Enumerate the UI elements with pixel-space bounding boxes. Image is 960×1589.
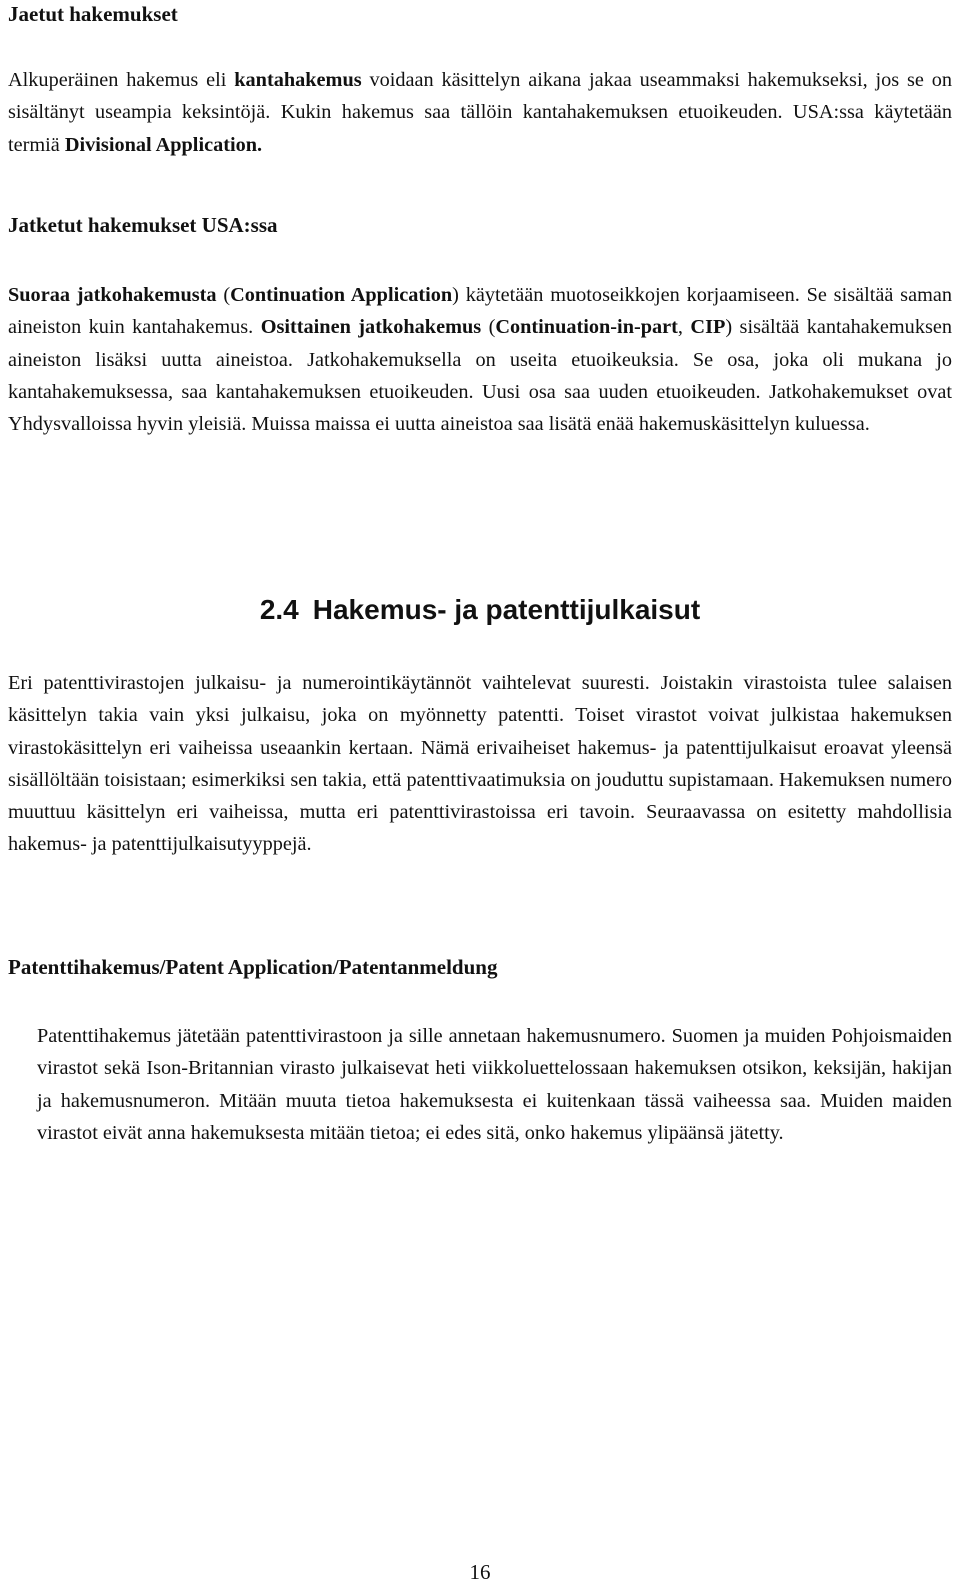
- bold-term: Osittainen jatkohakemus: [260, 316, 482, 339]
- bold-term: kantahakemus: [234, 69, 362, 91]
- chapter-heading: [8, 593, 952, 627]
- bold-term: Suoraa jatkohakemusta: [8, 284, 217, 306]
- bold-term: Continuation-in-part: [495, 316, 678, 339]
- section-heading-jaetut: Jaetut hakemukset: [8, 2, 178, 26]
- paragraph-jatketut: Suoraa jatkohakemusta (Continuation Application) käytetään muotoseikkojen korjaamiseen. Se sisältää saman aineiston kuin kantahakemus. Osittainen jatkohakemus (Continuation-in-part, CIP) sisältää kantahakemuksen aineiston lisäksi uutta aineistoa. Jatkohakemuksella on useita etuoikeuksia. Se osa, joka oli mukana jo kantahakemuksessa, saa kantahakemuksen etuoikeuden. Uusi osa saa uuden etuoikeuden. Jatkohakemukset ovat Yhdysvalloissa hyvin yleisiä. Muissa maissa ei uutta aineistoa saa lisätä enää hakemuskäsittelyn kuluessa.: [8, 284, 952, 436]
- section-heading-jatketut: Jatketut hakemukset USA:ssa: [8, 213, 278, 237]
- chapter-number: 2.4: [259, 594, 299, 625]
- chapter-title: Hakemus- ja patenttijulkaisut: [312, 594, 701, 625]
- bold-term: CIP: [690, 316, 726, 339]
- paragraph-patent-application: Patenttihakemus jätetään patenttivirastoon ja sille annetaan hakemusnumero. Suomen ja muiden Pohjoismaiden virastot sekä Ison-Britannian virasto julkaisevat heti viikkoluettelossaan hakemuksen otsikon, keksijän, hakijan ja hakemusnumeron. Mitään muuta tietoa hakemuksesta ei kuitenkaan tässä vaiheessa saa. Muiden maiden virastot eivät anna hakemuksesta mitään tietoa; ei edes sitä, onko hakemus ylipäänsä jätetty.: [37, 1025, 952, 1144]
- paragraph-chapter-intro: Eri patenttivirastojen julkaisu- ja numerointikäytännöt vaihtelevat suuresti. Joistakin virastoista tulee salaisen käsittelyn takia vain yksi julkaisu, joka on myönnetty patentti. Toiset virastot voivat julkistaa hakemuksen virastokäsittelyn eri vaiheissa useaankin kertaan. Nämä erivaiheiset hakemus- ja patenttijulkaisut eroavat yleensä sisällöltään toisistaan; esimerkiksi sen takia, että patenttivaatimuksia on jouduttu supistamaan. Hakemuksen numero muuttuu käsittelyn eri vaiheissa, mutta eri patenttivirastoissa eri tavoin. Seuraavassa on esitetty mahdollisia hakemus- ja patenttijulkaisutyyppejä.: [8, 672, 952, 856]
- section-heading-patent-application: Patenttihakemus/Patent Application/Patentanmeldung: [8, 955, 498, 979]
- paragraph-jaetut: Alkuperäinen hakemus eli kantahakemus voidaan käsittelyn aikana jakaa useammaksi hakemukseksi, jos se on sisältänyt useampia keksintöjä. Kukin hakemus saa tällöin kantahakemuksen etuoikeuden. USA:ssa käytetään termiä Divisional Application.: [8, 69, 952, 156]
- bold-term: Continuation Application: [230, 284, 453, 306]
- bold-term: Divisional Application.: [64, 133, 263, 156]
- page-number: 16: [469, 1560, 491, 1584]
